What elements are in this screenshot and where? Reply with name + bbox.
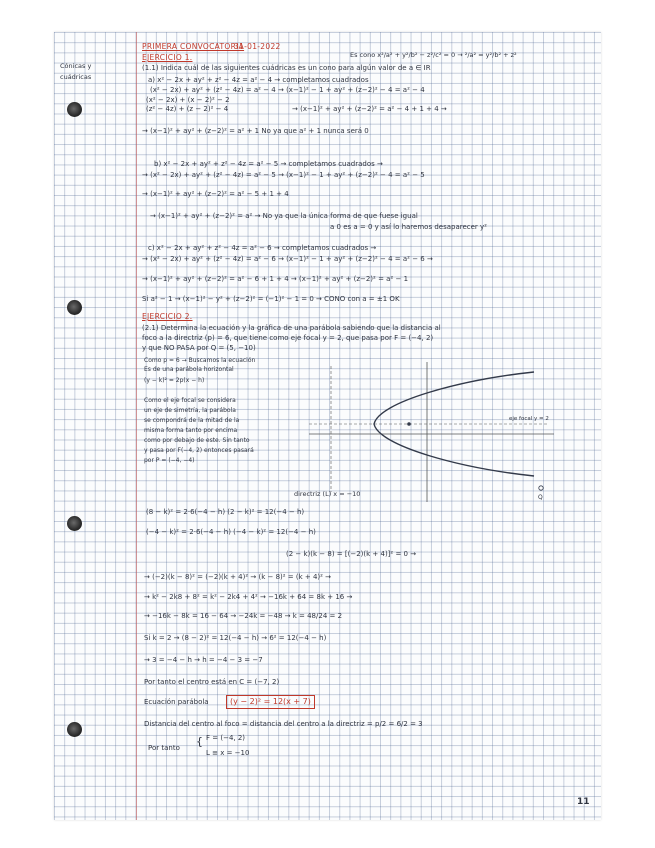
ex1-a-line: (z² − 4z) + (z − 2)² − 4 bbox=[146, 105, 229, 113]
ex1-b-line: → (x−1)² + ay² + (z−2)² = a² − 5 + 1 + 4 bbox=[142, 190, 289, 198]
focus-point bbox=[407, 422, 411, 426]
ex1-b-line: → (x² − 2x) + ay² + (z² − 4z) = a² − 5 → (x−1)² − 1 + ay² + (z−2)² − 4 = a² − 5 bbox=[142, 171, 425, 179]
parabola-graph bbox=[309, 362, 554, 502]
ex1-a-line: → (x−1)² + ay² + (z−2)² = a² − 4 + 1 + 4 → bbox=[292, 105, 447, 113]
notebook-page bbox=[54, 32, 601, 820]
cone-formula: Es cono x²/a² + y²/b² − z²/c² = 0 → ²/a² = y²/b² + z² bbox=[350, 51, 517, 59]
ex1-a-line: a) x² − 2x + ay² + z² − 4z = a² − 4 → completamos cuadrados bbox=[148, 76, 369, 84]
margin-note: Cónicas y cuádricas bbox=[60, 62, 92, 81]
ex2-note: misma forma tanto por encima bbox=[144, 427, 238, 434]
conclusion-directrix: L ≡ x = −10 bbox=[206, 749, 250, 757]
binder-hole bbox=[67, 516, 82, 531]
ex1-statement: (1.1) Indica cuál de las siguientes cuádricas es un cono para algún valor de a ∈ IR bbox=[142, 64, 431, 72]
ex1-b-line: a 0 es a = 0 y así lo haremos desaparecer y² bbox=[330, 223, 487, 231]
ex2-statement: (2.1) Determina la ecuación y la gráfica de una parábola sabiendo que la distancia al bbox=[142, 324, 441, 332]
ex2-note: como por debajo de este. Sin tanto bbox=[144, 437, 250, 444]
ex2-note: Es de una parábola horizontal bbox=[144, 366, 234, 373]
ex2-statement: foco a la directriz (p) = 6, que tiene como eje focal y = 2, que pasa por F = (−4, 2) bbox=[142, 334, 434, 342]
ex1-c-line: → (x−1)² + ay² + (z−2)² = a² − 6 + 1 + 4 → (x−1)² + ay² + (z−2)² = a² − 1 bbox=[142, 275, 409, 283]
directrix-label: directriz (L) x = −10 bbox=[294, 490, 361, 498]
ex2-work-line: → −16k − 8k = 16 − 64 → −24k = −48 → k = 48/24 = 2 bbox=[144, 612, 343, 620]
point-q bbox=[539, 486, 543, 490]
ex1-a-line: (x² − 2x) + ay² + (z² − 4z) = a² − 4 → (x−1)² − 1 + ay² + (z−2)² − 4 = a² − 4 bbox=[150, 86, 425, 94]
ex2-note: se compondrá de la mitad de la bbox=[144, 417, 240, 424]
ex2-work-line: Si k = 2 → (8 − 2)² = 12(−4 − h) → 6² = 12(−4 − h) bbox=[144, 634, 327, 642]
ex2-note: (y − k)² = 2p(x − h) bbox=[144, 377, 205, 384]
binder-hole bbox=[67, 300, 82, 315]
page-number: 11 bbox=[577, 797, 590, 807]
ex2-note: un eje de simetría, la parábola bbox=[144, 407, 236, 414]
ex2-work-line: → k² − 2k8 + 8² = k² − 2k4 + 4² → −16k + 64 = 8k + 16 → bbox=[144, 593, 353, 601]
equation-label: Ecuación parábola bbox=[144, 698, 209, 706]
exercise-2-label: EJERCICIO 2. bbox=[142, 312, 193, 321]
ex1-a-line: → (x−1)² + ay² + (z−2)² = a² + 1 No ya que a² + 1 nunca será 0 bbox=[142, 127, 369, 135]
ex1-b-line: → (x−1)² + ay² + (z−2)² = a² → No ya que la única forma de que fuese igual bbox=[150, 212, 418, 220]
parabola-equation: (y − 2)² = 12(x + 7) bbox=[226, 695, 315, 709]
ex1-c-line: → (x² − 2x) + ay² + (z² − 4z) = a² − 6 → (x−1)² − 1 + ay² + (z−2)² − 4 = a² − 6 → bbox=[142, 255, 433, 263]
ex2-work-line: (2 − k)(k − 8) = [(−2)(k + 4)]² = 0 → bbox=[286, 550, 417, 558]
binder-hole bbox=[67, 102, 82, 117]
ex1-c-line: Si a² − 1 → (x−1)² − y² + (z−2)² = (−1)² − 1 = 0 → CONO con a = ±1 OK bbox=[142, 295, 400, 303]
ex2-work-line: → 3 = −4 − h → h = −4 − 3 = −7 bbox=[144, 656, 263, 664]
ex2-note: por P = (−4, −4) bbox=[144, 457, 195, 464]
focal-axis-label: eje focal y = 2 bbox=[509, 416, 549, 422]
ex1-b-line: b) x² − 2x + ay² + z² − 4z = a² − 5 → completamos cuadrados → bbox=[154, 160, 383, 168]
ex2-work-line: (−4 − k)² = 2·6(−4 − h) (−4 − k)² = 12(−4 − h) bbox=[146, 528, 316, 536]
distance-line: Distancia del centro al foco = distancia del centro a la directriz = p/2 = 6/2 = 3 bbox=[144, 720, 423, 728]
ex2-note: y pasa por F(−4, 2) entonces pasará bbox=[144, 447, 254, 454]
binder-hole bbox=[67, 722, 82, 737]
point-q-label: Q bbox=[538, 494, 543, 501]
ex2-note: Como p = 6 → Buscamos la ecuación bbox=[144, 357, 256, 364]
conclusion-brace: { bbox=[196, 735, 203, 748]
conclusion-focus: F = (−4, 2) bbox=[206, 734, 246, 742]
ex1-a-line: (x² − 2x) + (x − 2)² − 2 bbox=[146, 96, 230, 104]
ex2-note: Como el eje focal se considera bbox=[144, 397, 236, 404]
margin-line bbox=[136, 32, 137, 820]
conclusion-label: Por tanto bbox=[148, 744, 180, 752]
page-date: 31-01-2022 bbox=[234, 42, 281, 51]
page-title: PRIMERA CONVOCATORIA bbox=[142, 42, 245, 51]
ex2-work-line: (8 − k)² = 2·6(−4 − h) (2 − k)² = 12(−4 − h) bbox=[146, 508, 305, 516]
ex2-statement: y que NO PASA por Q = (5, −10) bbox=[142, 344, 256, 352]
exercise-1-label: EJERCICIO 1. bbox=[142, 53, 193, 62]
ex1-c-line: c) x² − 2x + ay² + z² − 4z = a² − 6 → completamos cuadrados → bbox=[148, 244, 377, 252]
ex2-work-line: Por tanto el centro está en C = (−7, 2) bbox=[144, 678, 280, 686]
ex2-work-line: → (−2)(k − 8)² = (−2)(k + 4)² → (k − 8)² = (k + 4)² → bbox=[144, 573, 332, 581]
